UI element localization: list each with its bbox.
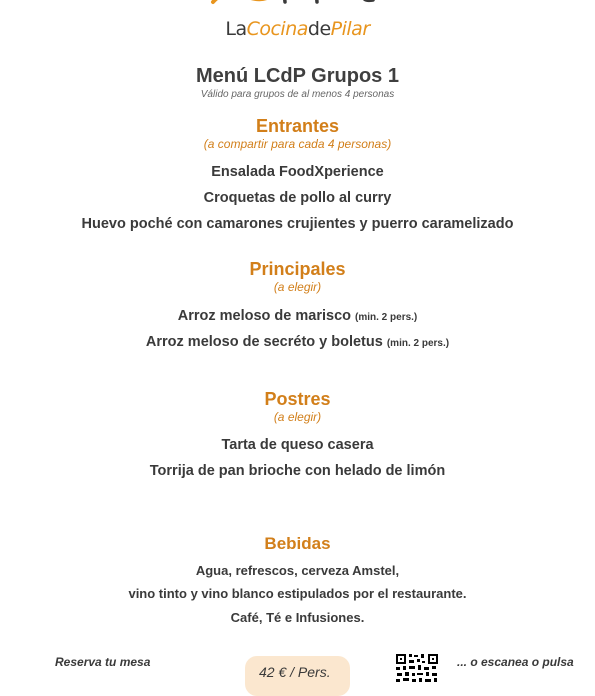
qr-code-icon[interactable] [395, 653, 439, 683]
section-title-entrantes: Entrantes [255, 116, 340, 136]
dish-name: Arroz meloso de secréto y boletus [145, 334, 383, 350]
dish-item: Croquetas de pollo al curry [203, 190, 392, 206]
logo-script-graphic [205, 0, 385, 10]
menu-title: Menú LCdP Grupos 1 [196, 65, 399, 87]
dish-name: Arroz meloso de marisco [177, 308, 351, 324]
menu-subtitle: Válido para grupos de al menos 4 personas [200, 89, 395, 100]
dish-min-note: (min. 2 pers.) [355, 312, 418, 323]
section-title-bebidas: Bebidas [264, 534, 331, 553]
logo-word-la: La [225, 18, 247, 40]
section-note-postres: (a elegir) [273, 410, 322, 424]
drink-line: Café, Té e Infusiones. [230, 610, 365, 625]
restaurant-logo [0, 0, 595, 48]
price-text: 42 € / Pers. [259, 664, 331, 680]
section-note-principales: (a elegir) [273, 280, 322, 294]
section-title-principales: Principales [249, 259, 346, 279]
dish-item: Torrija de pan brioche con helado de limón [149, 463, 446, 479]
dish-min-note: (min. 2 pers.) [386, 338, 450, 349]
scan-label: ... o escanea o pulsa [457, 655, 574, 669]
logo-word-cocina: Cocina [246, 18, 308, 40]
logo-word-de: de [307, 18, 331, 40]
dish-item: Tarta de queso casera [221, 437, 374, 453]
dish-item: Huevo poché con camarones crujientes y puerro caramelizado [81, 216, 514, 232]
dish-item: Ensalada FoodXperience [211, 164, 384, 180]
reserve-label: Reserva tu mesa [55, 655, 151, 669]
logo-wordmark [0, 18, 595, 40]
drink-line: vino tinto y vino blanco estipulados por el restaurante. [128, 586, 467, 601]
dish-item [0, 308, 595, 324]
price-badge [245, 656, 350, 696]
logo-word-pilar: Pilar [330, 18, 370, 40]
section-note-entrantes: (a compartir para cada 4 personas) [203, 137, 392, 151]
dish-item [0, 334, 595, 350]
section-title-postres: Postres [264, 389, 331, 409]
drink-line: Agua, refrescos, cerveza Amstel, [195, 563, 400, 578]
